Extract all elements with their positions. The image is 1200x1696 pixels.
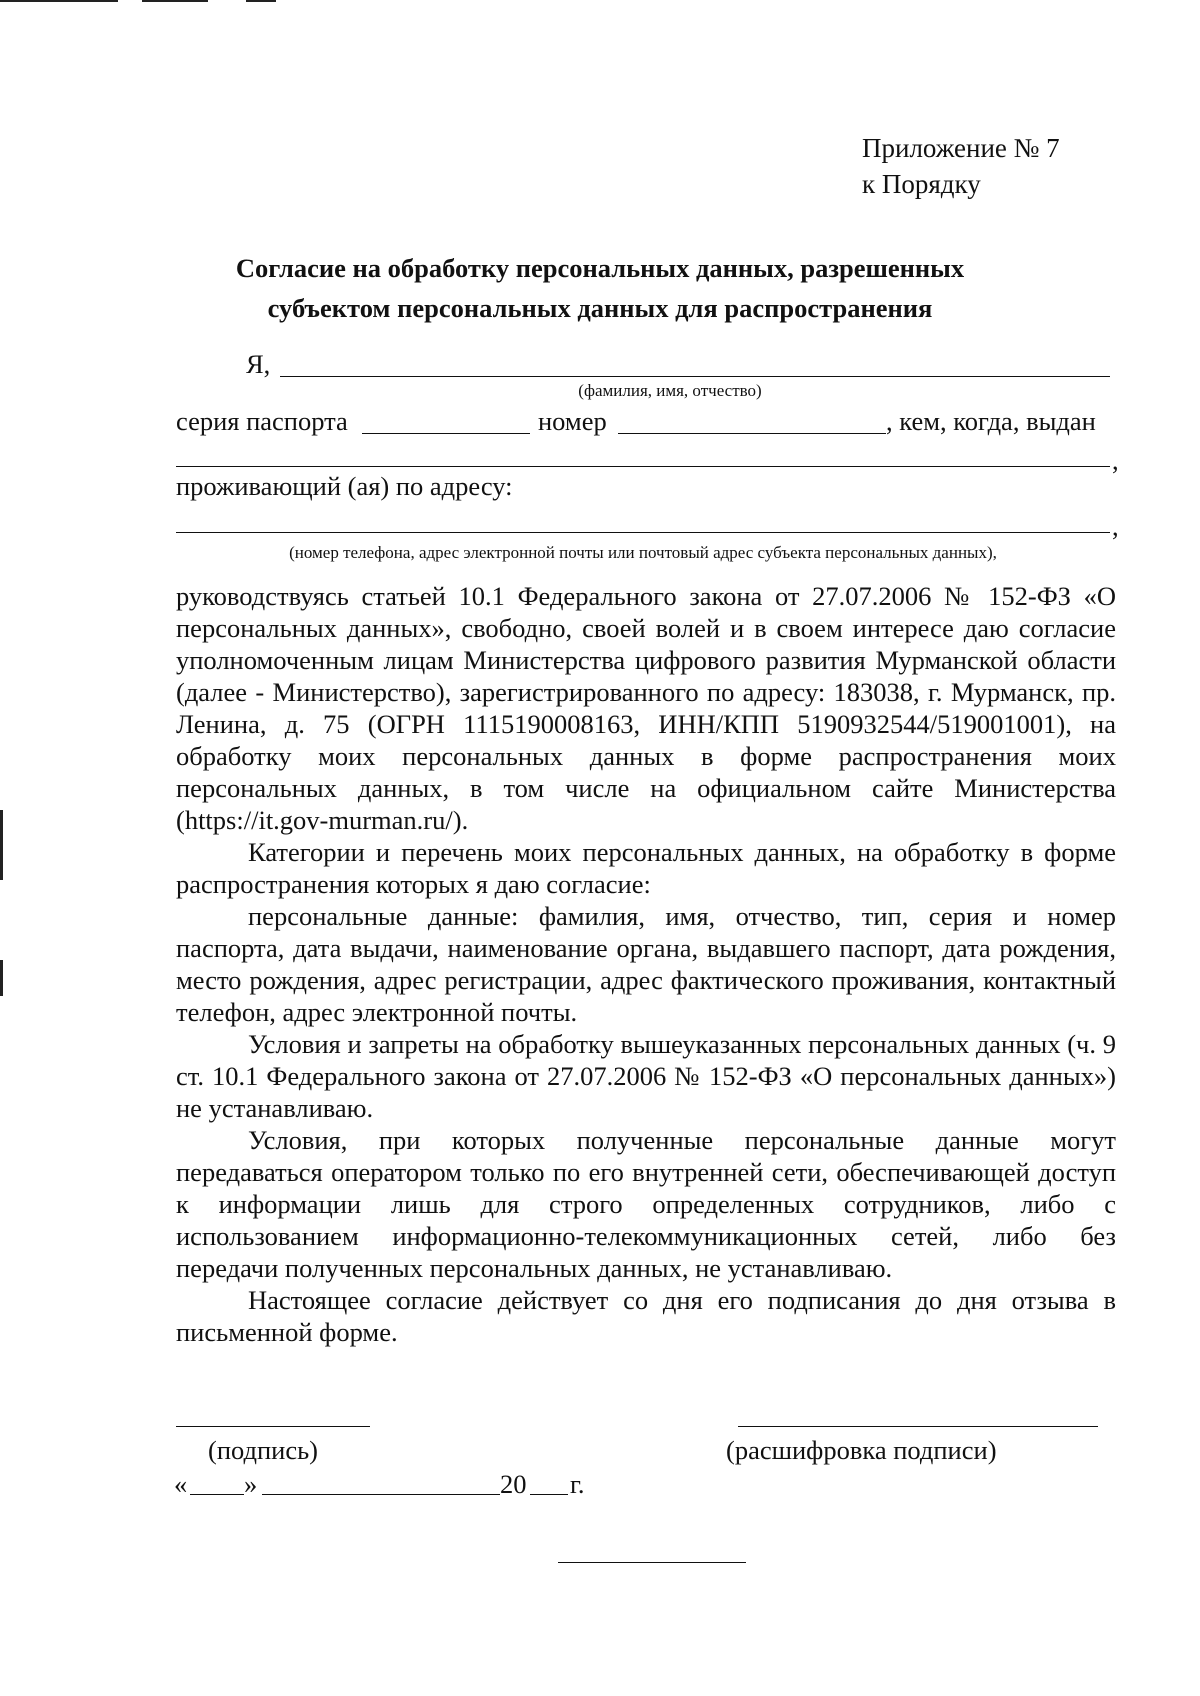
appendix-number: Приложение № 7 <box>862 133 1060 163</box>
address-comma: , <box>1112 511 1119 541</box>
consent-paragraph-basis: руководствуясь статьей 10.1 Федерального закона от 27.07.2006 № 152-ФЗ «О персональных данных», свободно, своей волей и в своем интересе даю согласие уполномоченным лицам Министерства цифрового развития Мурманской области (далее - Министерство), зарегистрированного по адресу: 183038, г. Мурманск, пр. Ленина, д. 75 (ОГРН 1115190008163, ИНН/КПП 5190932544/519001001), на обработку моих персональных данных в форме распространения моих персональных данных, в том числе на официальном сайте Министерства (https://it.gov-murman.ru/). <box>176 581 1116 835</box>
issued-by-field[interactable] <box>176 466 1110 467</box>
consent-paragraph-conditions: Условия, при которых полученные персональные данные могут передаваться оператором только по его внутренней сети, обеспечивающей доступ к информации лишь для строго определенных сотрудников, либо с использованием информационно-телекоммуникационных сетей, либо без передачи полученных персональных данных, не устанавливаю. <box>176 1125 1116 1283</box>
consent-paragraph-categories: Категории и перечень моих персональных данных, на обработку в форме распространения которых я даю согласие: <box>176 837 1116 899</box>
bottom-separator <box>558 1562 746 1563</box>
contact-caption: (номер телефона, адрес электронной почты или почтовый адрес субъекта персональных данных), <box>289 543 997 562</box>
date-close-quote: » <box>244 1469 258 1499</box>
signature-decryption-field[interactable] <box>738 1426 1098 1427</box>
passport-number-field[interactable] <box>618 433 886 434</box>
consent-body <box>176 580 1116 1348</box>
date-open-quote: « <box>174 1469 188 1499</box>
date-day-field[interactable] <box>190 1494 244 1495</box>
title-line-2: субъектом персональных данных для распространения <box>267 293 933 323</box>
date-year-suffix: г. <box>570 1469 585 1499</box>
passport-number-label: номер <box>538 406 607 436</box>
scan-artifact <box>0 0 118 2</box>
scan-artifact <box>0 960 3 996</box>
date-month-field[interactable] <box>262 1494 500 1495</box>
document-title <box>0 248 1200 328</box>
issued-by-label: , кем, когда, выдан <box>886 406 1096 436</box>
address-label: проживающий (ая) по адресу: <box>176 471 513 501</box>
scan-artifact <box>246 0 276 2</box>
address-field[interactable] <box>176 532 1110 533</box>
i-label: Я, <box>246 349 271 379</box>
scan-artifact <box>0 810 3 880</box>
date-year-prefix: 20 <box>500 1469 527 1499</box>
signature-decryption-caption: (расшифровка подписи) <box>726 1435 997 1465</box>
appendix-reference: к Порядку <box>862 169 981 199</box>
title-line-1: Согласие на обработку персональных данных, разрешенных <box>235 253 965 283</box>
consent-paragraph-validity: Настоящее согласие действует со дня его подписания до дня отзыва в письменной форме. <box>176 1285 1116 1347</box>
passport-series-label: серия паспорта <box>176 406 348 436</box>
date-year-field[interactable] <box>530 1494 568 1495</box>
fio-caption: (фамилия, имя, отчество) <box>578 381 762 400</box>
consent-paragraph-restrictions: Условия и запреты на обработку вышеуказанных персональных данных (ч. 9 ст. 10.1 Федерального закона от 27.07.2006 № 152-ФЗ «О персональных данных») не устанавливаю. <box>176 1029 1116 1123</box>
signature-caption: (подпись) <box>208 1435 319 1465</box>
scan-artifact <box>142 0 208 2</box>
fio-field[interactable] <box>280 376 1110 377</box>
passport-series-field[interactable] <box>362 433 530 434</box>
signature-field[interactable] <box>176 1426 370 1427</box>
consent-paragraph-data-list: персональные данные: фамилия, имя, отчество, тип, серия и номер паспорта, дата выдачи, наименование органа, выдавшего паспорт, дата рождения, место рождения, адрес регистрации, адрес фактического проживания, контактный телефон, адрес электронной почты. <box>176 901 1116 1027</box>
appendix-heading <box>862 130 1060 202</box>
issued-by-comma: , <box>1112 445 1119 475</box>
